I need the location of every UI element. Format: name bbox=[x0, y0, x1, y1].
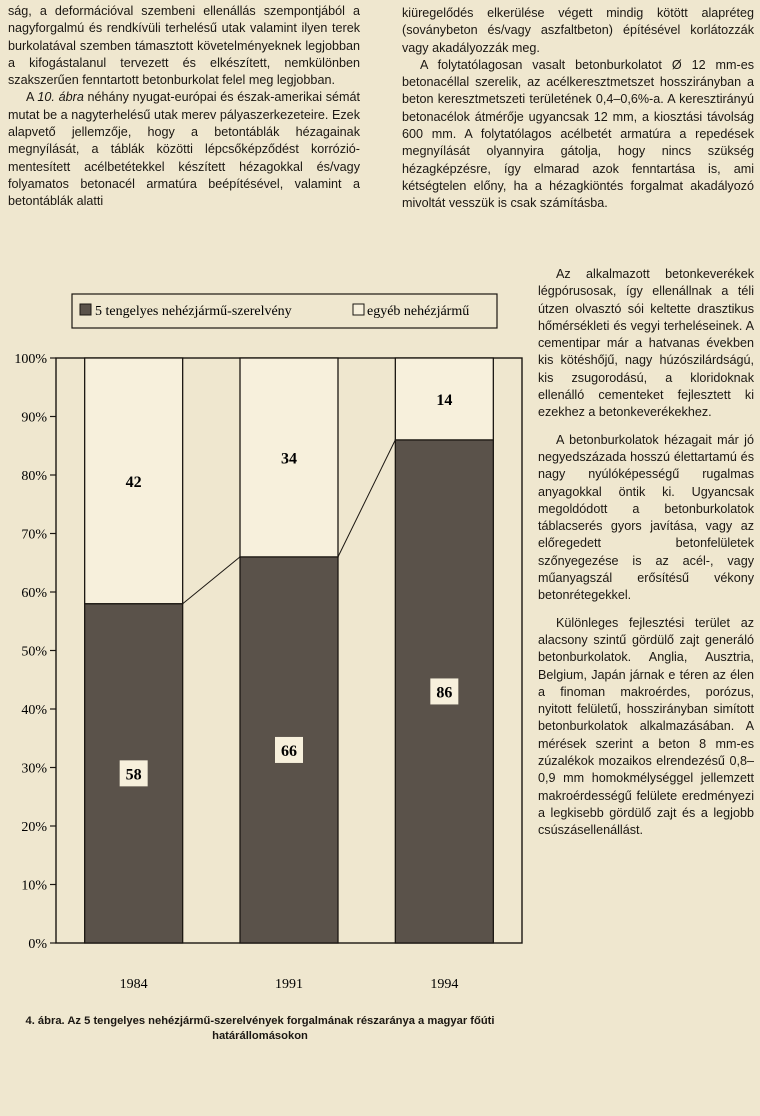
data-label: 42 bbox=[125, 473, 142, 491]
legend-swatch-series-2 bbox=[353, 304, 364, 315]
y-tick-label: 60% bbox=[21, 586, 47, 601]
left-text-column bbox=[8, 3, 360, 211]
right-paragraph-2: A folytatólagosan vasalt betonburkolatot Ø 12 mm-es betonacéllal szerelik, az acélkeresztmetszet hosszirányban a beton keresztmetszeti területének 0,4–0,6%-a. A keresztirányú betonacélok átmérője ugyancsak 12 mm, a kiosztási távolság 600 mm. A folytatólagos acélbetét armatúra a repedések megnyílását olyannyira gátolja, hogy nincs szükség hézagképzésre, így elmarad azok fenntartása is, ami kétségtelen előny, ha a hézagkiöntés forgalmat akadályozó mivoltát vesszük is csak számításba. bbox=[402, 57, 754, 211]
y-tick-label: 20% bbox=[21, 820, 47, 835]
right-paragraph-3: Az alkalmazott betonkeverékek légpórusosak, így ellenállnak a téli útzen olvasztó sói keltette drasztikus hőmérsékleti és vegyi terheléseinek. A cementipar már a hatvanas években kis kötéshőjű, nagy húzószilárdságú, kis zsugorodású, a kloridoknak ellenálló cementeket fejlesztett ki ezekhez a betonkeverékekhez. bbox=[538, 267, 754, 420]
right-paragraph-4: A betonburkolatok hézagait már jó negyedszázada hosszú élettartamú és nagy nyúlóképességű rugalmas anyagokkal öntik ki. Ugyancsak megoldódott a betonburkolatok táblacserés gyors javítása, vagy az előregedett betonfelületek szőnyegezése is az acél-, vagy műanyagszál erősítésű vékony betonrétegekkel. bbox=[538, 432, 754, 603]
stacked-bar-chart bbox=[0, 280, 530, 1010]
figure-caption: 4. ábra. Az 5 tengelyes nehézjármű-szerelvények forgalmának részaránya a magyar főúti határállomásokon bbox=[25, 1015, 495, 1042]
data-label: 86 bbox=[436, 684, 453, 702]
x-tick-label: 1984 bbox=[119, 977, 148, 992]
x-tick-label: 1991 bbox=[275, 977, 303, 992]
legend-label-series-1: 5 tengelyes nehézjármű-szerelvény bbox=[95, 304, 292, 319]
right-paragraph-5: Különleges fejlesztési terület az alacsony szintű gördülő zajt generáló betonburkolatok. Anglia, Ausztria, Belgium, Japán járnak e téren az élen a finoman makroérdes, porózus, nyitott felületű, hosszirányban simított betonburkolatok alkalmazásában. A mérések szerint a beton 8 mm-es zúzalékok mozaikos elrendezésű 0,8–0,9 mm homokmélységgel jellemzett makroérdességű felülete eredményezi a legkisebb gördülő zajt és a legjobb csúszásellenállást. bbox=[538, 615, 754, 838]
y-tick-label: 90% bbox=[21, 410, 47, 426]
y-tick-label: 100% bbox=[14, 352, 47, 367]
right-paragraph-1: kiüregelődés elkerülése végett mindig kötött alapréteg (soványbeton és/vagy aszfaltbeton) építésével korlátozzák vagy akadályozzák meg. bbox=[402, 6, 754, 55]
series-connector-line bbox=[338, 440, 395, 557]
y-tick-label: 40% bbox=[21, 703, 47, 718]
legend-swatch-series-1 bbox=[80, 304, 91, 315]
data-label: 58 bbox=[125, 766, 142, 784]
left-paragraph-2: A 10. ábra néhány nyugat-európai és észak-amerikai sémát mutat be a nagyterhelésű utak merev pályaszerkezeteire. Ezek alapvető jellemzője, hogy a betontáblák hézagainak megnyílását, a táblák közötti lépcsőképződést korróziómentesített acélbetétekkel készített hézagokkal és/vagy folyamatos betonacél armatúra beépítésével, valamint a betontáblák alatti bbox=[8, 90, 360, 209]
y-tick-label: 70% bbox=[21, 527, 47, 543]
data-label: 14 bbox=[436, 391, 453, 409]
y-tick-label: 10% bbox=[21, 878, 47, 894]
y-tick-label: 0% bbox=[28, 937, 47, 952]
data-label: 34 bbox=[281, 450, 297, 468]
y-tick-label: 30% bbox=[21, 761, 47, 777]
data-label: 66 bbox=[281, 742, 297, 760]
y-tick-label: 80% bbox=[21, 469, 47, 484]
y-tick-label: 50% bbox=[21, 644, 47, 660]
left-paragraph-1: ság, a deformációval szembeni ellenállás szempontjából a nagyforgalmú és rendkívüli terhelésű utak valamint ilyen terek burkolatával szemben támasztott követelményeknek legjobban a kifogástalanul tervezett és elkészített, nemkülönben szakszerűen fenntartott betonburkolat felel meg legjobban. bbox=[8, 4, 360, 88]
x-tick-label: 1994 bbox=[430, 977, 459, 992]
right-text-column-narrow bbox=[538, 266, 754, 850]
series-connector-line bbox=[183, 557, 240, 604]
figure-reference: 10. ábra bbox=[37, 90, 84, 105]
legend-label-series-2: egyéb nehézjármű bbox=[367, 304, 470, 319]
right-text-column-top bbox=[402, 5, 754, 213]
